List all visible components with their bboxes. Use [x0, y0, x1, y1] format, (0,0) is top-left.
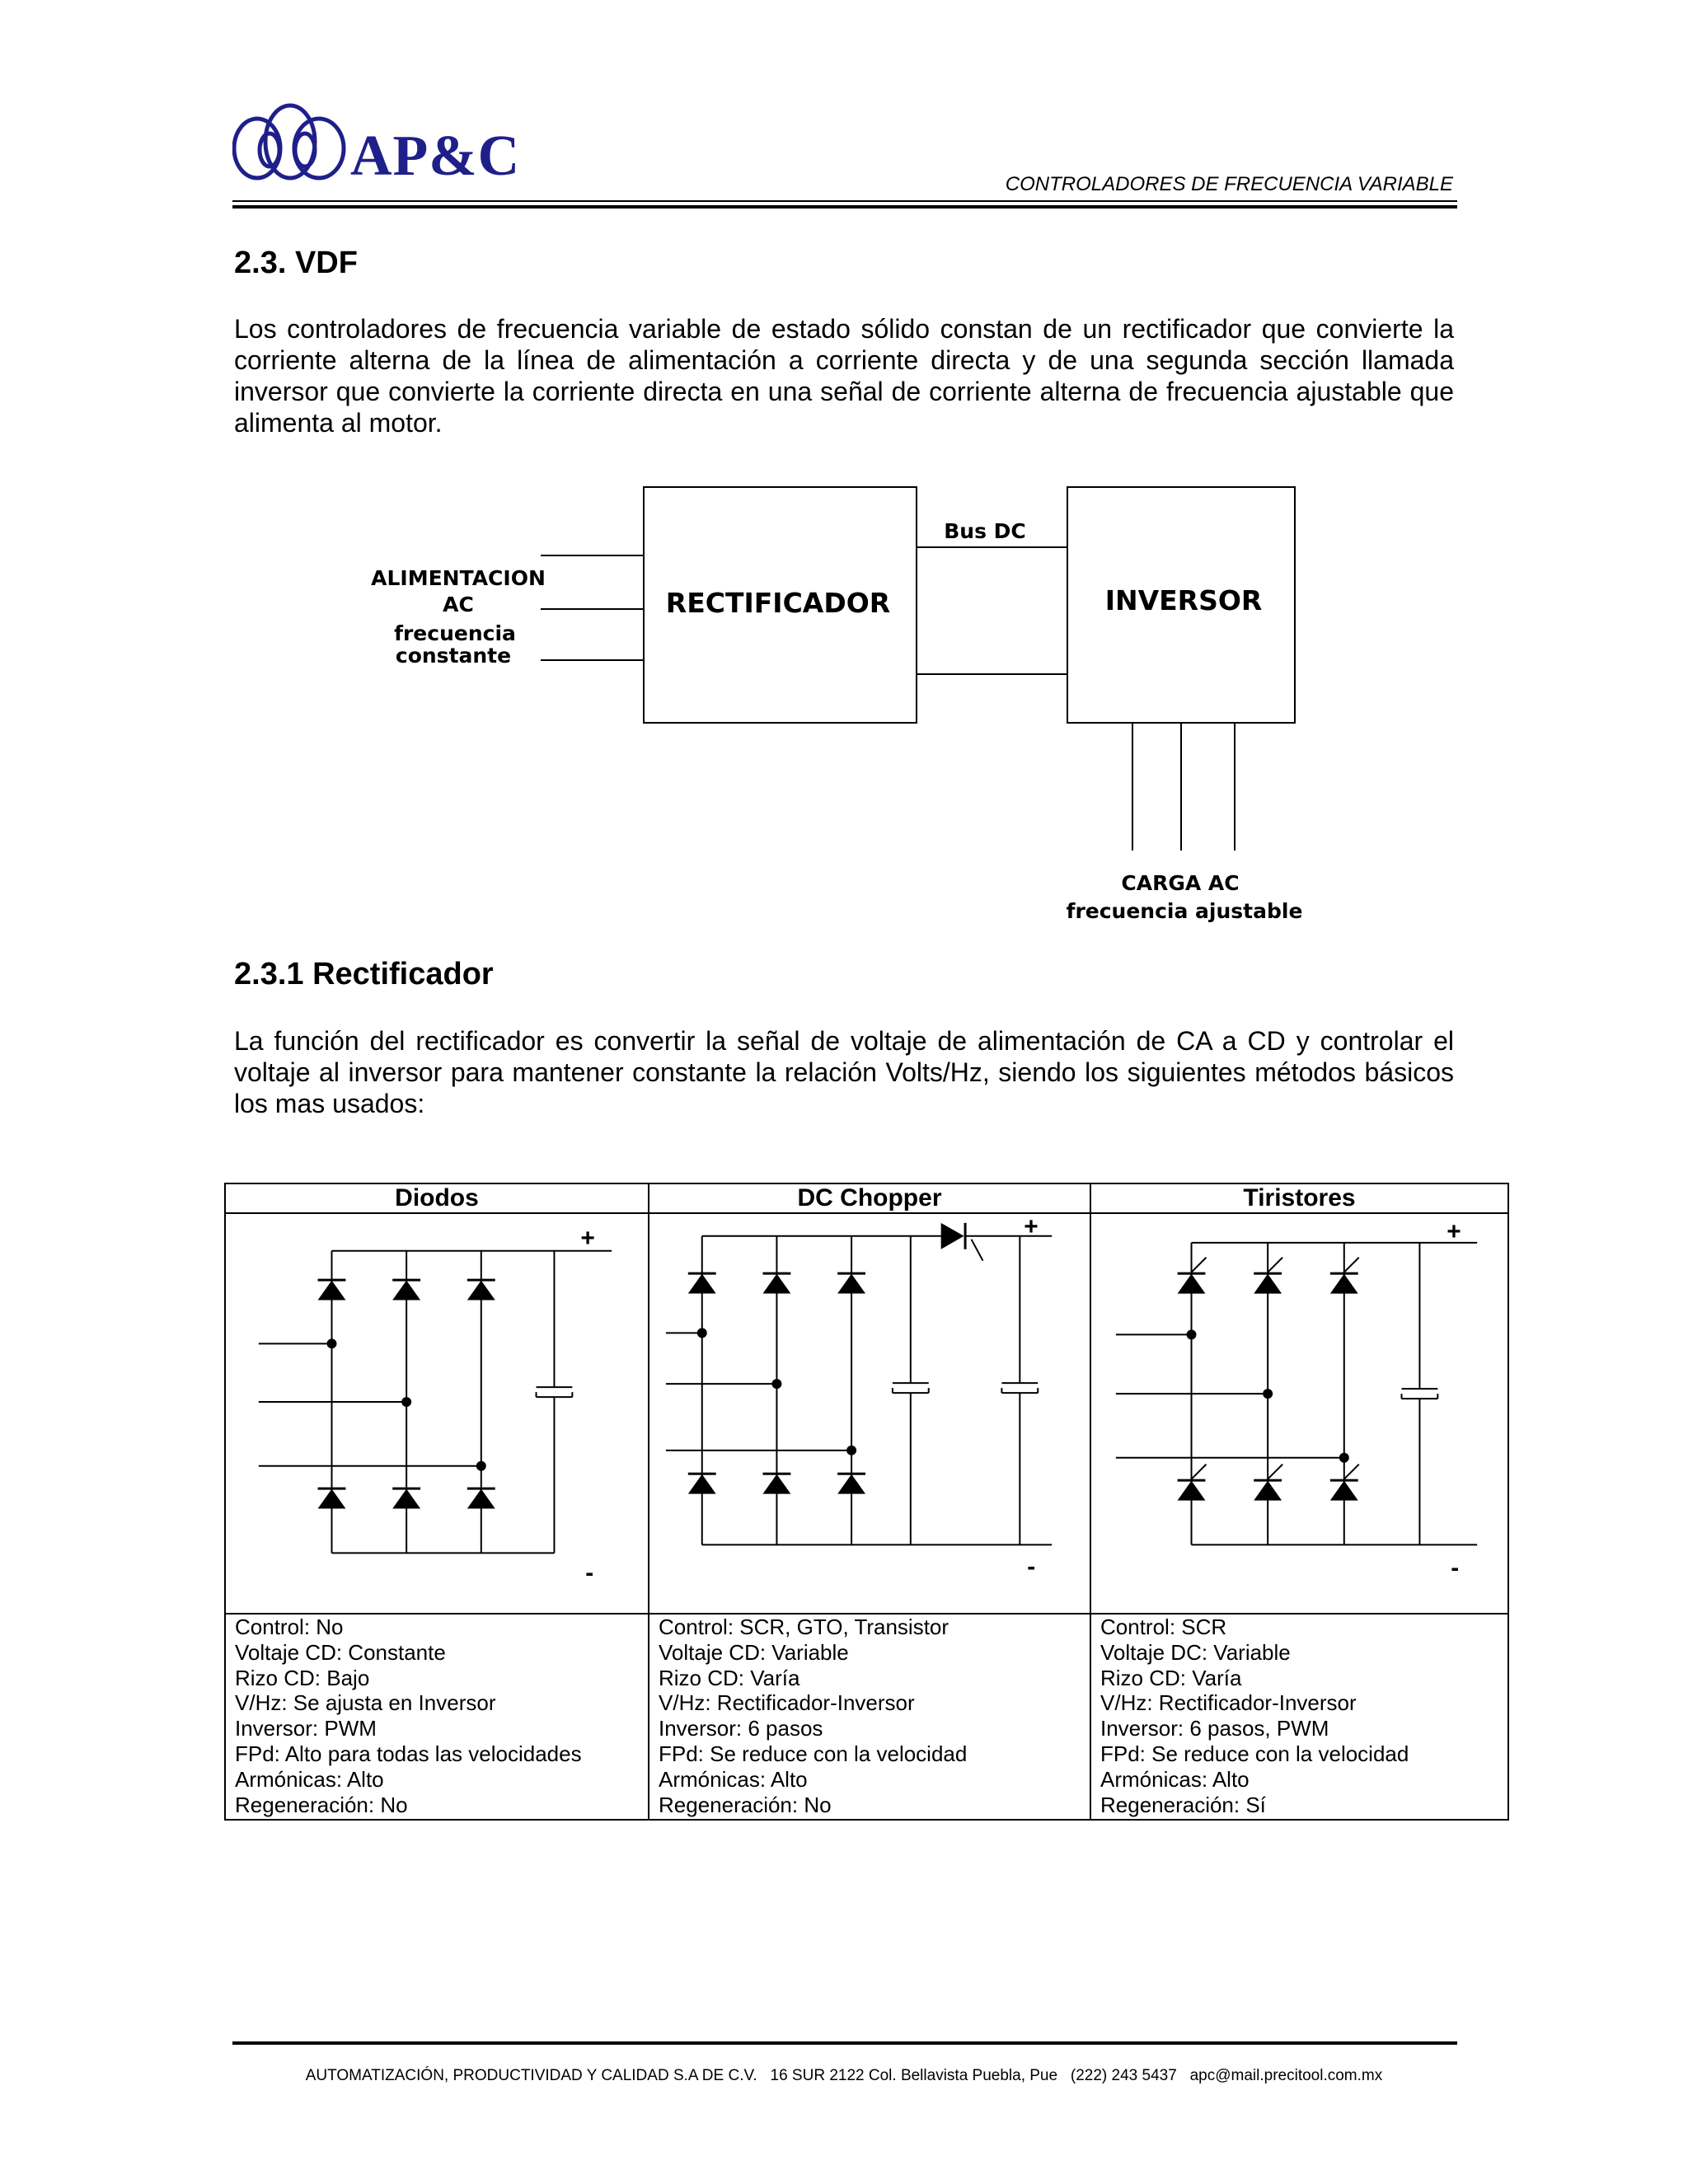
thyristor-icon — [1178, 1274, 1206, 1294]
rectifier-label: RECTIFICADOR — [665, 587, 891, 619]
diode-icon — [467, 1489, 495, 1509]
inverter-label: INVERSOR — [1104, 584, 1263, 616]
thyristor-icon — [1254, 1274, 1282, 1294]
property-line: Armónicas: Alto — [235, 1766, 384, 1792]
property-line: Regeneración: Sí — [1100, 1792, 1266, 1817]
property-line: Regeneración: No — [235, 1792, 408, 1817]
property-line: Control: SCR, GTO, Transistor — [659, 1615, 950, 1639]
property-line: Inversor: PWM — [235, 1716, 377, 1741]
property-line: Voltaje DC: Variable — [1100, 1639, 1291, 1665]
section-paragraph-vdf: Los controladores de frecuencia variable de estado sólido constan de un rectificador que convierte la corriente alterna de la línea de alimentación a corriente directa y de una segunda sección llamada inversor que convierte la corriente directa en una señal de corriente alterna de frecuencia ajustable que alimenta al motor. — [234, 314, 1454, 438]
input-label-line3: frecuencia — [394, 621, 516, 645]
property-line: Regeneración: No — [659, 1792, 832, 1817]
diode-icon — [762, 1274, 790, 1294]
header-rule — [232, 200, 1457, 202]
diode-icon — [392, 1281, 420, 1301]
section-heading-vdf: 2.3. VDF — [234, 246, 358, 280]
rectifier-methods-table — [224, 1183, 1509, 1821]
input-label-line1: ALIMENTACION — [371, 566, 546, 590]
property-line: Rizo CD: Varía — [659, 1665, 800, 1690]
diode-bridge-circuit — [226, 1214, 648, 1613]
thyristor-icon — [1254, 1481, 1282, 1501]
diode-icon — [688, 1274, 716, 1294]
dc-chopper-circuit — [649, 1214, 1090, 1613]
property-line: Armónicas: Alto — [1100, 1766, 1250, 1792]
property-line: Armónicas: Alto — [659, 1766, 808, 1792]
property-line: V/Hz: Rectificador-Inversor — [1100, 1690, 1357, 1716]
thyristor-icon — [941, 1223, 964, 1249]
property-line: FPd: Se reduce con la velocidad — [659, 1741, 968, 1766]
thyristor-bridge-circuit — [1091, 1214, 1507, 1613]
output-label-line1: CARGA AC — [1121, 871, 1240, 895]
property-line: Inversor: 6 pasos — [659, 1716, 823, 1741]
property-line: Inversor: 6 pasos, PWM — [1100, 1716, 1329, 1741]
property-line: FPd: Alto para todas las velocidades — [235, 1741, 582, 1766]
property-line: Rizo CD: Varía — [1100, 1665, 1242, 1690]
property-line: Control: SCR — [1100, 1615, 1227, 1639]
plus-terminal-label: + — [1024, 1214, 1039, 1240]
diode-icon — [762, 1474, 790, 1494]
minus-terminal-label: - — [1451, 1554, 1460, 1582]
property-line: Rizo CD: Bajo — [235, 1665, 370, 1690]
property-line: V/Hz: Rectificador-Inversor — [659, 1690, 915, 1716]
thyristor-icon — [1330, 1274, 1358, 1294]
diode-icon — [837, 1274, 865, 1294]
property-line: V/Hz: Se ajusta en Inversor — [235, 1690, 496, 1716]
diode-icon — [318, 1489, 346, 1509]
diode-icon — [318, 1281, 346, 1301]
diode-icon — [467, 1281, 495, 1301]
input-label-line4: constante — [395, 644, 512, 668]
column-header-dc-chopper: DC Chopper — [649, 1183, 1090, 1213]
diode-icon — [688, 1474, 716, 1494]
column-header-tiristores: Tiristores — [1090, 1183, 1508, 1213]
footer-rule — [232, 2041, 1457, 2045]
circuit-row — [225, 1213, 1508, 1614]
footer-text: AUTOMATIZACIÓN, PRODUCTIVIDAD Y CALIDAD S.A DE C.V. 16 SUR 2122 Col. Bellavista Puebla, Pue (222) 243 5437 apc@mail.precitool.com.mx — [305, 2067, 1383, 2084]
section-paragraph-rectificador: La función del rectificador es convertir la señal de voltaje de alimentación de CA a CD y controlar el voltaje al inversor para mantener constante la relación Volts/Hz, siendo los siguientes métodos básicos los mas usados: — [234, 1026, 1454, 1118]
properties-row — [225, 1614, 1508, 1820]
dc-chopper-properties — [649, 1614, 1090, 1820]
property-line: Control: No — [235, 1615, 344, 1639]
section-heading-rectificador: 2.3.1 Rectificador — [234, 957, 494, 991]
header-rule-thick — [232, 205, 1457, 209]
property-line: FPd: Se reduce con la velocidad — [1100, 1741, 1409, 1766]
diodos-properties — [225, 1614, 649, 1820]
vdf-block-diagram — [0, 470, 1688, 931]
tiristores-properties — [1090, 1614, 1508, 1820]
plus-terminal-label: + — [1447, 1217, 1461, 1245]
property-line: Voltaje CD: Constante — [235, 1639, 446, 1665]
property-line: Voltaje CD: Variable — [659, 1639, 849, 1665]
minus-terminal-label: - — [585, 1559, 594, 1587]
header-title: CONTROLADORES DE FRECUENCIA VARIABLE — [1005, 173, 1453, 195]
column-header-diodos: Diodos — [225, 1183, 649, 1213]
diode-icon — [837, 1474, 865, 1494]
minus-terminal-label: - — [1027, 1553, 1036, 1581]
output-label-line2: frecuencia ajustable — [1066, 899, 1303, 923]
thyristor-icon — [1330, 1481, 1358, 1501]
plus-terminal-label: + — [580, 1224, 595, 1252]
diode-icon — [392, 1489, 420, 1509]
input-label-line2: AC — [443, 593, 474, 616]
thyristor-icon — [1178, 1481, 1206, 1501]
logo-text: AP&C — [350, 124, 521, 188]
table-header-row — [225, 1183, 1508, 1213]
bus-dc-label: Bus DC — [944, 519, 1026, 543]
